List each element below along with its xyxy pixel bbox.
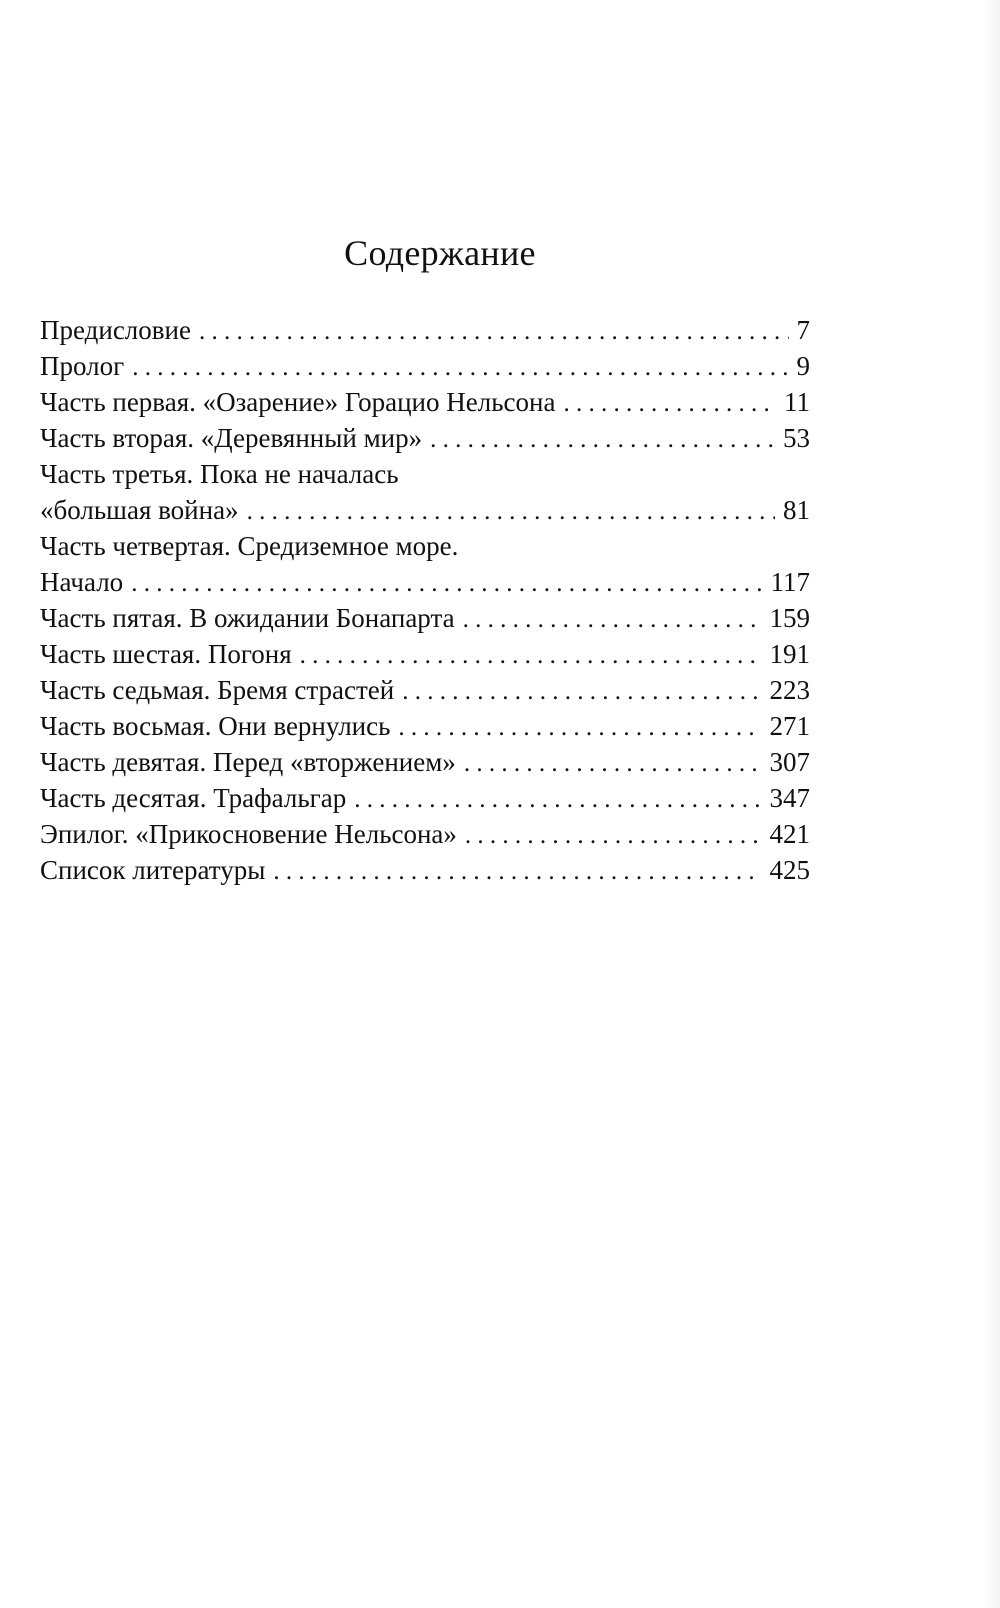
toc-dot-leader	[199, 314, 789, 350]
toc-entry-title: Эпилог. «Прикосновение Нельсона»	[40, 819, 457, 849]
toc-dot-leader	[563, 386, 776, 422]
toc-entry-row	[40, 744, 810, 780]
toc-entry[interactable]	[40, 420, 810, 456]
toc-entry[interactable]	[40, 528, 810, 600]
toc-entry-row	[40, 348, 810, 384]
toc-entry-title: «большая война»	[40, 495, 239, 525]
toc-entry-title: Часть седьмая. Бремя страстей	[40, 675, 395, 705]
toc-entry-title: Начало	[40, 567, 124, 597]
toc-entry[interactable]	[40, 708, 810, 744]
toc-entry[interactable]	[40, 600, 810, 636]
toc-entry-page: 81	[783, 495, 810, 525]
toc-entry[interactable]	[40, 672, 810, 708]
toc-entry-title: Пролог	[40, 351, 125, 381]
toc-entry-row	[40, 636, 810, 672]
toc-dot-leader	[398, 710, 761, 746]
toc-entry-row	[40, 672, 810, 708]
toc-entry-row	[40, 384, 810, 420]
toc-entry-title: Часть вторая. «Деревянный мир»	[40, 423, 423, 453]
toc-entry-row	[40, 708, 810, 744]
toc-entry-row	[40, 780, 810, 816]
toc-entry-row	[40, 600, 810, 636]
toc-dot-leader	[402, 674, 761, 710]
toc-entry-page: 421	[769, 819, 810, 849]
toc-entry-page: 159	[769, 603, 810, 633]
toc-dot-leader	[464, 746, 762, 782]
toc-entry-row	[40, 492, 810, 528]
toc-dot-leader	[300, 638, 762, 674]
toc-dot-leader	[430, 422, 775, 458]
toc-entry-page: 347	[769, 783, 810, 813]
toc-entry-row	[40, 420, 810, 456]
toc-dot-leader	[131, 566, 762, 602]
toc-entry-title: Часть девятая. Перед «вторжением»	[40, 747, 456, 777]
toc-entry-page: 11	[784, 387, 810, 417]
toc-entry-title: Часть пятая. В ожидании Бонапарта	[40, 603, 455, 633]
toc-entry-page: 307	[769, 747, 810, 777]
toc-entry[interactable]	[40, 384, 810, 420]
toc-entry-title-line: Часть третья. Пока не началась	[40, 459, 399, 489]
toc-dot-leader	[273, 854, 761, 890]
toc-entry-title: Часть шестая. Погоня	[40, 639, 292, 669]
toc-dot-leader	[463, 602, 762, 638]
page-edge-shadow	[982, 0, 1000, 1608]
toc-entry[interactable]	[40, 852, 810, 888]
toc-entry[interactable]	[40, 744, 810, 780]
toc-entry-page: 271	[769, 711, 810, 741]
toc-entry-page: 53	[783, 423, 810, 453]
toc-entry[interactable]	[40, 312, 810, 348]
toc-entry-title-line: Часть четвертая. Средиземное море.	[40, 531, 459, 561]
page-title: Содержание	[344, 233, 536, 273]
table-of-contents	[40, 312, 810, 888]
toc-entry-row	[40, 312, 810, 348]
toc-entry[interactable]	[40, 780, 810, 816]
toc-entry[interactable]	[40, 456, 810, 528]
toc-dot-leader	[354, 782, 761, 818]
toc-entry-page: 7	[796, 315, 810, 345]
toc-entry-title: Список литературы	[40, 855, 266, 885]
toc-entry[interactable]	[40, 636, 810, 672]
toc-entry-page: 117	[770, 567, 810, 597]
toc-entry-page: 223	[769, 675, 810, 705]
toc-entry-page: 425	[769, 855, 810, 885]
toc-entry-page: 191	[769, 639, 810, 669]
toc-dot-leader	[132, 350, 788, 386]
toc-entry-page: 9	[796, 351, 810, 381]
toc-entry-row	[40, 564, 810, 600]
toc-dot-leader	[247, 494, 775, 530]
toc-entry-title: Часть десятая. Трафальгар	[40, 783, 347, 813]
toc-dot-leader	[465, 818, 762, 854]
toc-entry[interactable]	[40, 348, 810, 384]
toc-entry-title: Часть восьмая. Они вернулись	[40, 711, 391, 741]
toc-entry-title: Предисловие	[40, 315, 191, 345]
toc-entry[interactable]	[40, 816, 810, 852]
toc-entry-row	[40, 816, 810, 852]
toc-entry-row	[40, 852, 810, 888]
toc-entry-title: Часть первая. «Озарение» Горацио Нельсона	[40, 387, 556, 417]
